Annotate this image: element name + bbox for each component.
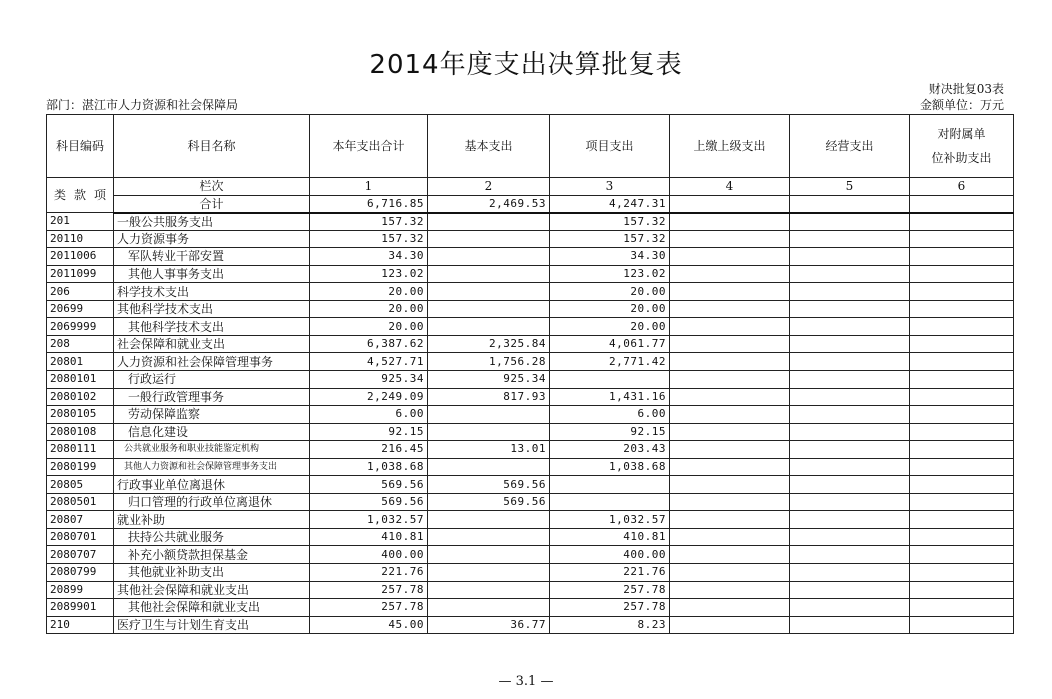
row-name: 行政事业单位离退休 [114,476,310,494]
row-upper [670,371,790,389]
col-number: 6 [910,178,1014,196]
row-total: 6.00 [310,406,428,424]
row-upper [670,564,790,582]
row-subsidy [910,476,1014,494]
row-name: 军队转业干部安置 [114,248,310,266]
row-upper [670,546,790,564]
header-basic: 基本支出 [428,115,550,178]
row-business [790,511,910,529]
row-upper [670,458,790,476]
row-code: 2080199 [47,458,114,476]
row-basic [428,423,550,441]
table-row [47,581,1014,599]
row-total: 257.78 [310,599,428,617]
row-basic [428,283,550,301]
row-subsidy [910,616,1014,634]
row-project: 157.32 [550,230,670,248]
row-upper [670,476,790,494]
row-code: 206 [47,283,114,301]
row-basic [428,265,550,283]
row-total: 569.56 [310,476,428,494]
row-upper [670,335,790,353]
row-business [790,528,910,546]
row-name: 其他人事事务支出 [114,265,310,283]
table-row [47,318,1014,336]
table-row [47,213,1014,231]
row-subsidy [910,511,1014,529]
row-basic [428,546,550,564]
row-total: 569.56 [310,493,428,511]
row-basic [428,230,550,248]
col-label: 栏次 [114,178,310,196]
row-total: 45.00 [310,616,428,634]
row-name: 一般行政管理事务 [114,388,310,406]
row-basic [428,406,550,424]
row-code: 20805 [47,476,114,494]
header-total: 本年支出合计 [310,115,428,178]
row-name: 医疗卫生与计划生育支出 [114,616,310,634]
row-code: 2080111 [47,441,114,459]
row-subsidy [910,248,1014,266]
row-code: 2080501 [47,493,114,511]
row-project: 20.00 [550,318,670,336]
row-subsidy [910,335,1014,353]
row-project: 4,061.77 [550,335,670,353]
table-row [47,353,1014,371]
row-basic [428,564,550,582]
row-basic [428,248,550,266]
row-basic [428,458,550,476]
table-row [47,616,1014,634]
summary-label: 合计 [114,195,310,213]
row-code: 2080108 [47,423,114,441]
summary-basic: 2,469.53 [428,195,550,213]
row-subsidy [910,528,1014,546]
table-row [47,230,1014,248]
row-subsidy [910,546,1014,564]
row-upper [670,248,790,266]
row-name: 人力资源事务 [114,230,310,248]
row-project: 2,771.42 [550,353,670,371]
row-business [790,581,910,599]
form-code: 财决批复03表 [928,82,1004,96]
row-total: 92.15 [310,423,428,441]
department-label: 部门：湛江市人力资源和社会保障局 [46,98,239,112]
row-business [790,476,910,494]
row-upper [670,616,790,634]
table-row [47,476,1014,494]
table-row [47,388,1014,406]
row-project: 221.76 [550,564,670,582]
row-project: 20.00 [550,300,670,318]
table-row [47,441,1014,459]
row-upper [670,388,790,406]
row-subsidy [910,230,1014,248]
header-code-sub [47,178,114,213]
row-project: 203.43 [550,441,670,459]
row-total: 257.78 [310,581,428,599]
row-project: 257.78 [550,581,670,599]
row-business [790,248,910,266]
row-business [790,493,910,511]
row-total: 2,249.09 [310,388,428,406]
row-name: 人力资源和社会保障管理事务 [114,353,310,371]
row-subsidy [910,458,1014,476]
row-project: 34.30 [550,248,670,266]
header-subsidy-line1: 对附属单 [937,127,986,141]
table-row [47,423,1014,441]
row-code: 201 [47,213,114,231]
row-total: 34.30 [310,248,428,266]
row-project [550,476,670,494]
row-upper [670,300,790,318]
row-basic [428,581,550,599]
row-project [550,371,670,389]
header-project: 项目支出 [550,115,670,178]
row-project: 1,431.16 [550,388,670,406]
row-business [790,335,910,353]
row-upper [670,493,790,511]
row-basic [428,300,550,318]
row-business [790,265,910,283]
row-subsidy [910,283,1014,301]
row-name: 社会保障和就业支出 [114,335,310,353]
row-upper [670,441,790,459]
row-code: 2080707 [47,546,114,564]
row-project: 410.81 [550,528,670,546]
row-code: 20801 [47,353,114,371]
row-name: 科学技术支出 [114,283,310,301]
row-project: 20.00 [550,283,670,301]
table-row [47,493,1014,511]
row-project: 1,032.57 [550,511,670,529]
header-code-item: 项 [93,188,106,203]
row-upper [670,511,790,529]
row-name: 其他就业补助支出 [114,564,310,582]
row-total: 4,527.71 [310,353,428,371]
row-project: 92.15 [550,423,670,441]
row-basic [428,511,550,529]
summary-subsidy [910,195,1014,213]
row-name: 就业补助 [114,511,310,529]
row-business [790,423,910,441]
row-subsidy [910,318,1014,336]
unit-label: 金额单位：万元 [919,98,1004,112]
row-name: 信息化建设 [114,423,310,441]
row-code: 20110 [47,230,114,248]
summary-business [790,195,910,213]
row-business [790,599,910,617]
row-subsidy [910,581,1014,599]
row-total: 1,038.68 [310,458,428,476]
row-upper [670,353,790,371]
row-subsidy [910,599,1014,617]
row-code: 2080102 [47,388,114,406]
row-total: 20.00 [310,283,428,301]
row-basic: 569.56 [428,493,550,511]
row-total: 20.00 [310,300,428,318]
row-business [790,230,910,248]
row-business [790,318,910,336]
row-upper [670,283,790,301]
row-business [790,406,910,424]
row-basic: 13.01 [428,441,550,459]
row-upper [670,599,790,617]
table-row [47,599,1014,617]
table-row [47,335,1014,353]
row-business [790,353,910,371]
row-name: 其他科学技术支出 [114,318,310,336]
row-project: 8.23 [550,616,670,634]
row-total: 925.34 [310,371,428,389]
row-subsidy [910,353,1014,371]
row-business [790,283,910,301]
table-row [47,406,1014,424]
row-total: 157.32 [310,213,428,231]
table-row [47,283,1014,301]
row-basic [428,528,550,546]
row-basic: 925.34 [428,371,550,389]
row-code: 2089901 [47,599,114,617]
row-code: 208 [47,335,114,353]
row-total: 6,387.62 [310,335,428,353]
row-code: 2080799 [47,564,114,582]
row-name: 一般公共服务支出 [114,213,310,231]
table-row [47,528,1014,546]
row-code: 2011006 [47,248,114,266]
row-project: 6.00 [550,406,670,424]
summary-project: 4,247.31 [550,195,670,213]
row-basic: 569.56 [428,476,550,494]
row-basic: 817.93 [428,388,550,406]
row-business [790,458,910,476]
row-basic: 1,756.28 [428,353,550,371]
row-code: 20899 [47,581,114,599]
row-business [790,213,910,231]
row-name: 劳动保障监察 [114,406,310,424]
row-basic: 2,325.84 [428,335,550,353]
row-total: 123.02 [310,265,428,283]
row-project: 157.32 [550,213,670,231]
row-business [790,441,910,459]
row-code: 2011099 [47,265,114,283]
table-row [47,546,1014,564]
table-row [47,564,1014,582]
col-number: 3 [550,178,670,196]
header-business: 经营支出 [790,115,910,178]
row-name: 补充小额贷款担保基金 [114,546,310,564]
header-code-class: 类 [53,188,66,203]
row-subsidy [910,388,1014,406]
col-number: 4 [670,178,790,196]
row-total: 20.00 [310,318,428,336]
header-code: 科目编码 [47,115,114,178]
row-basic [428,318,550,336]
row-code: 2069999 [47,318,114,336]
table-row [47,371,1014,389]
row-code: 2080105 [47,406,114,424]
row-name: 其他科学技术支出 [114,300,310,318]
row-project [550,493,670,511]
row-upper [670,406,790,424]
summary-total: 6,716.85 [310,195,428,213]
table-row [47,458,1014,476]
row-subsidy [910,406,1014,424]
row-name: 其他社会保障和就业支出 [114,599,310,617]
row-subsidy [910,441,1014,459]
row-project: 400.00 [550,546,670,564]
row-code: 20807 [47,511,114,529]
row-code: 2080701 [47,528,114,546]
table-row [47,265,1014,283]
row-name: 扶持公共就业服务 [114,528,310,546]
page-title: 2014年度支出决算批复表 [369,50,683,80]
row-upper [670,581,790,599]
col-number: 5 [790,178,910,196]
row-total: 216.45 [310,441,428,459]
header-subsidy [910,115,1014,178]
row-subsidy [910,371,1014,389]
row-name: 其他社会保障和就业支出 [114,581,310,599]
row-business [790,616,910,634]
row-subsidy [910,300,1014,318]
row-name: 归口管理的行政单位离退休 [114,493,310,511]
row-project: 123.02 [550,265,670,283]
row-code: 210 [47,616,114,634]
row-basic [428,213,550,231]
table-row [47,248,1014,266]
row-upper [670,213,790,231]
row-total: 1,032.57 [310,511,428,529]
col-number: 1 [310,178,428,196]
row-subsidy [910,493,1014,511]
row-total: 221.76 [310,564,428,582]
table-row [47,300,1014,318]
table-row [47,511,1014,529]
row-code: 2080101 [47,371,114,389]
row-name: 公共就业服务和职业技能鉴定机构 [114,441,310,459]
expenditure-table [46,114,1014,634]
row-total: 400.00 [310,546,428,564]
row-business [790,564,910,582]
row-project: 257.78 [550,599,670,617]
row-business [790,546,910,564]
header-upper: 上缴上级支出 [670,115,790,178]
row-subsidy [910,213,1014,231]
row-total: 157.32 [310,230,428,248]
row-project: 1,038.68 [550,458,670,476]
row-business [790,388,910,406]
header-code-section: 款 [73,188,86,203]
row-upper [670,230,790,248]
summary-upper [670,195,790,213]
row-upper [670,265,790,283]
row-total: 410.81 [310,528,428,546]
row-basic [428,599,550,617]
row-name: 其他人力资源和社会保障管理事务支出 [114,458,310,476]
header-name: 科目名称 [114,115,310,178]
row-business [790,371,910,389]
row-name: 行政运行 [114,371,310,389]
row-subsidy [910,423,1014,441]
page-number: — 3.1 — [498,674,554,689]
row-business [790,300,910,318]
row-upper [670,318,790,336]
row-subsidy [910,564,1014,582]
row-code: 20699 [47,300,114,318]
header-subsidy-line2: 位补助支出 [931,151,992,165]
row-upper [670,528,790,546]
col-number: 2 [428,178,550,196]
row-subsidy [910,265,1014,283]
row-upper [670,423,790,441]
row-basic: 36.77 [428,616,550,634]
